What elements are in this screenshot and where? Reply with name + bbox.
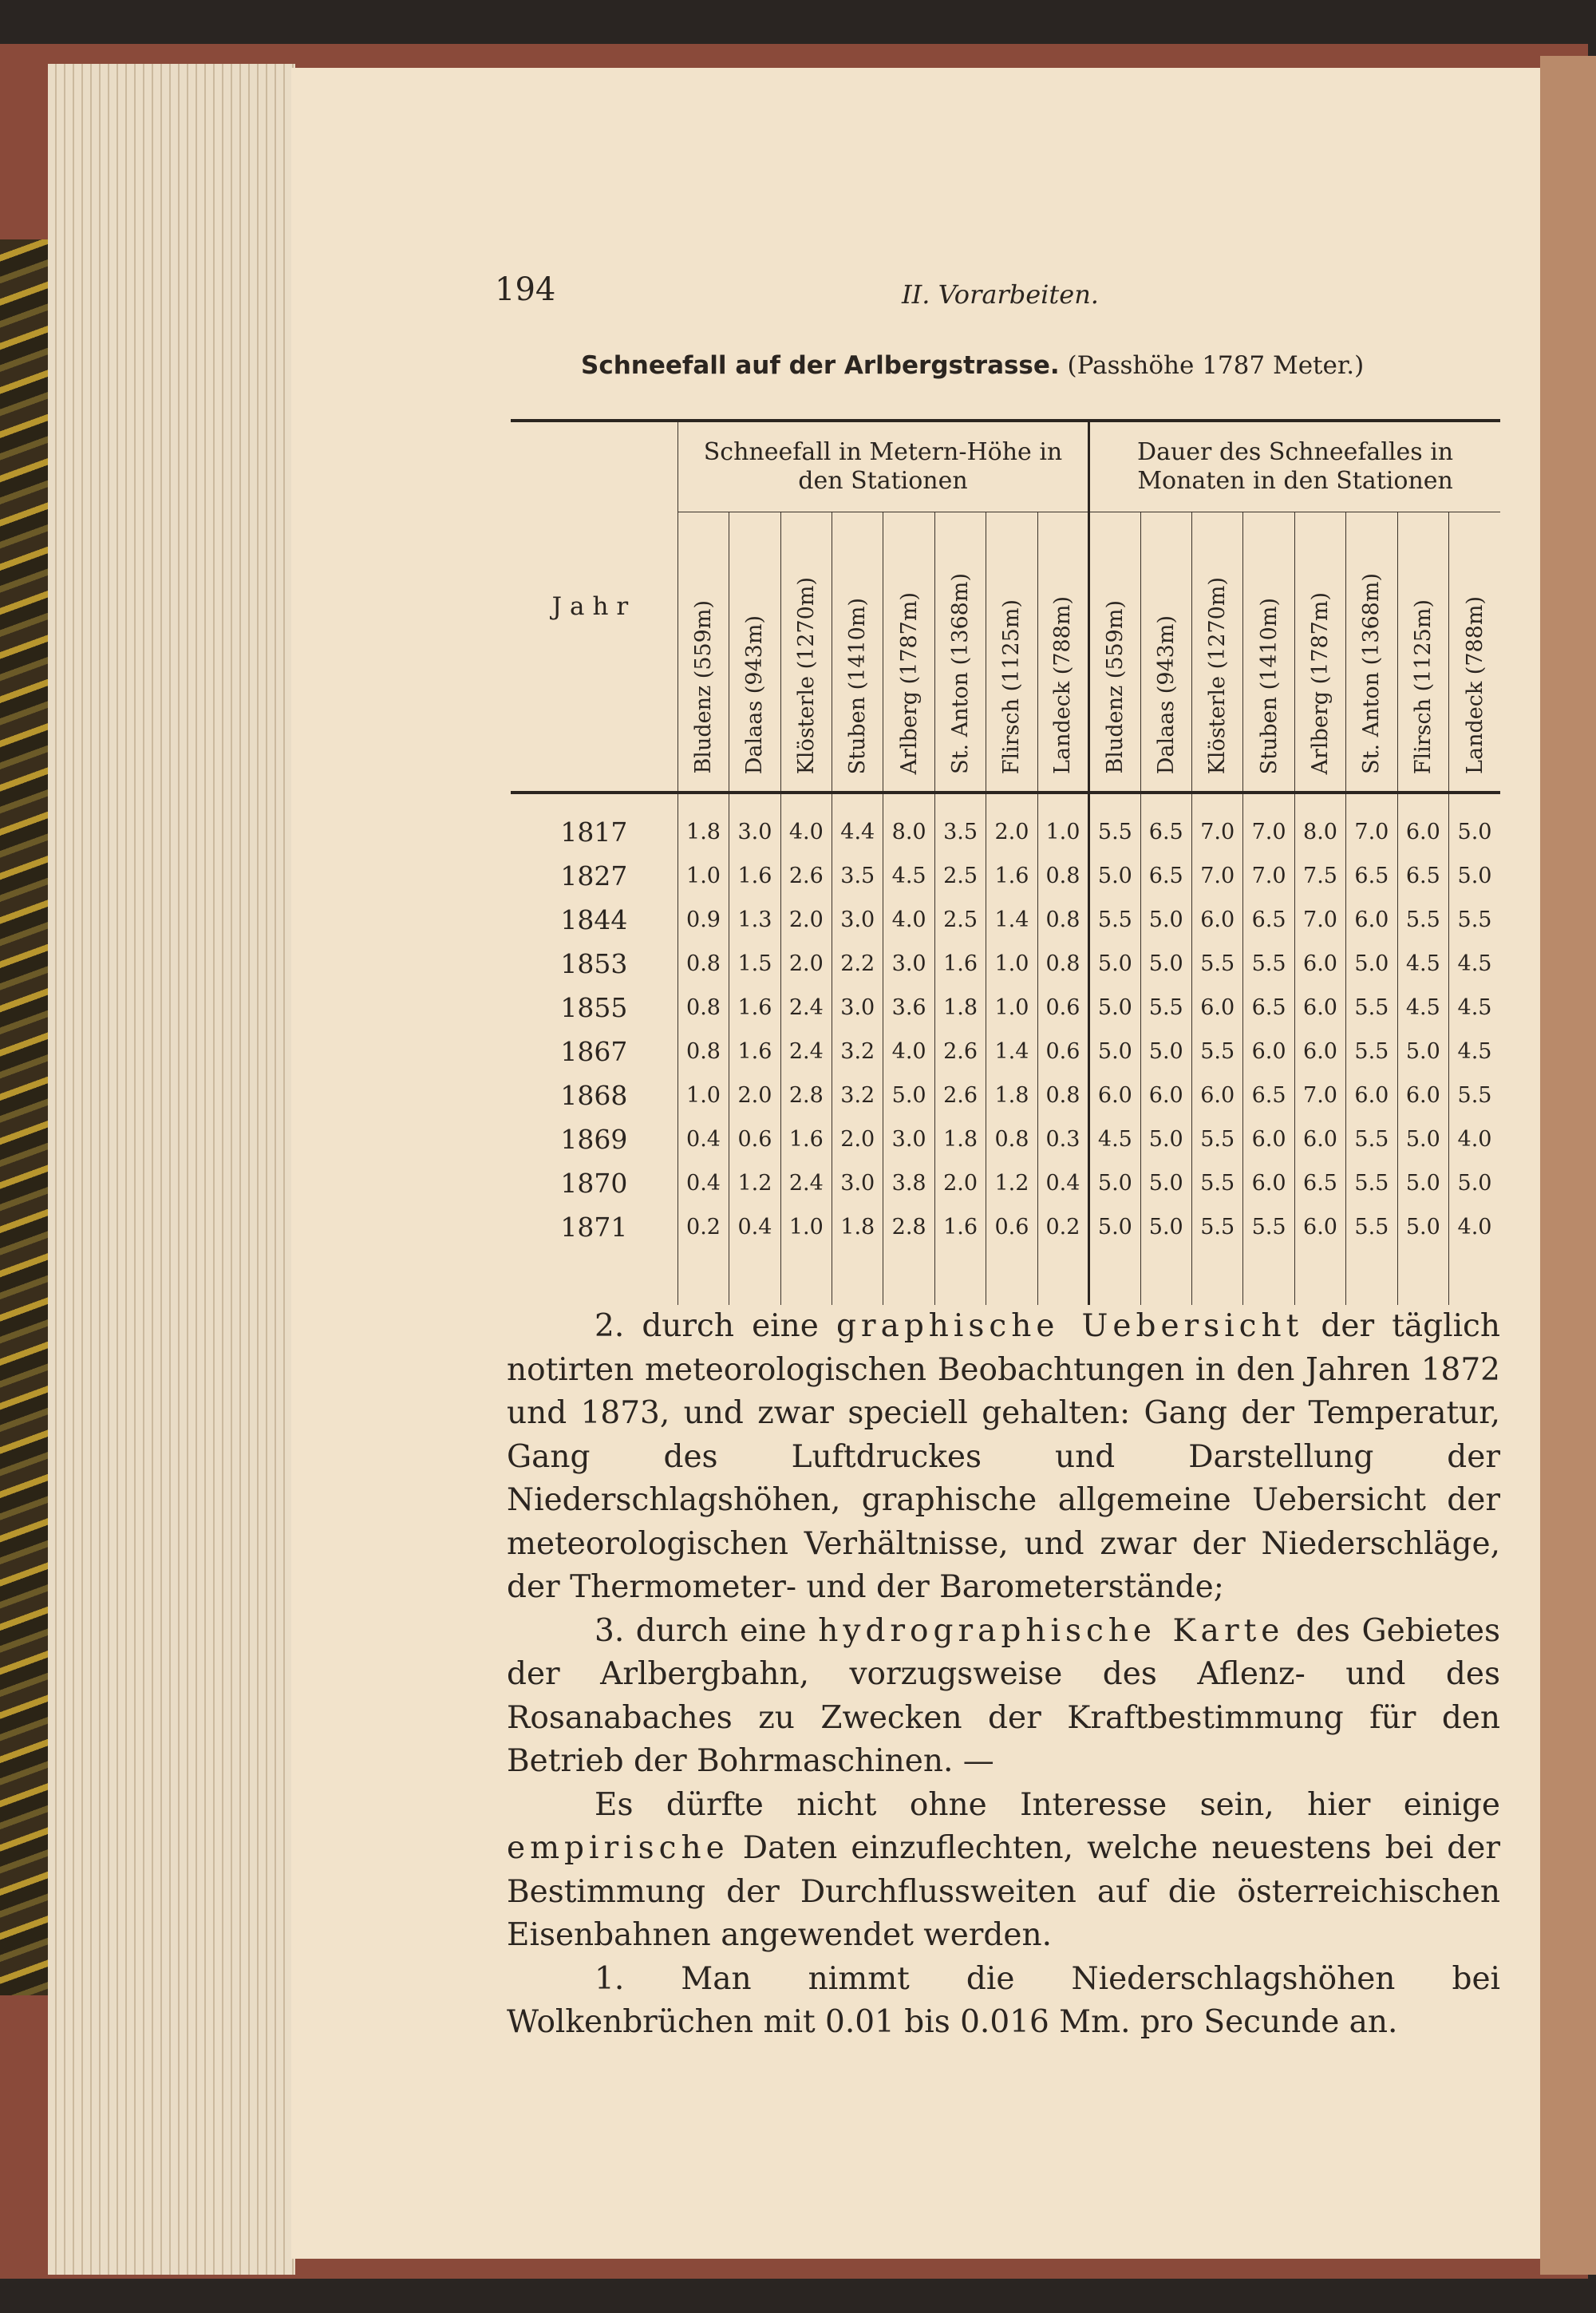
table-title: [581, 351, 1459, 380]
snow-height-cell: 5.0: [883, 1073, 934, 1117]
snow-height-cell: 1.8: [934, 986, 986, 1030]
snow-height-cell: 0.6: [729, 1117, 780, 1161]
station-header: Flirsch (1125m): [1397, 512, 1448, 793]
table-row: [511, 1073, 1500, 1117]
station-header: Dalaas (943m): [1140, 512, 1191, 793]
snow-height-cell: 3.0: [883, 942, 934, 986]
duration-cell: 5.0: [1449, 793, 1500, 854]
station-header: Bludenz (559m): [678, 512, 729, 793]
station-header: Arlberg (1787m): [883, 512, 934, 793]
duration-cell: 5.0: [1089, 854, 1140, 898]
duration-cell: 6.0: [1294, 1205, 1345, 1249]
table-row: [511, 898, 1500, 942]
table-row: [511, 942, 1500, 986]
duration-cell: 7.0: [1294, 898, 1345, 942]
snow-height-cell: 2.0: [832, 1117, 883, 1161]
snow-height-cell: 1.6: [934, 1205, 986, 1249]
snow-height-cell: 1.0: [678, 1073, 729, 1117]
duration-cell: 6.5: [1243, 1073, 1294, 1117]
snow-height-cell: 1.6: [780, 1117, 832, 1161]
year-cell: 1870: [560, 1168, 628, 1199]
snow-height-cell: 0.6: [1037, 1030, 1089, 1073]
table-row: [511, 986, 1500, 1030]
snow-height-cell: 0.6: [1037, 986, 1089, 1030]
table-spacer: [511, 1249, 1500, 1305]
snow-height-cell: 1.5: [729, 942, 780, 986]
paragraph: Es dürfte nicht ohne Interesse sein, hier einige empirische Daten einzuflechten, welche neuestens bei der Bestimmung der Durchflussweiten auf die österreichischen Eisenbahnen angewendet werden.: [507, 1786, 1500, 1953]
duration-cell: 6.5: [1243, 986, 1294, 1030]
duration-cell: 5.0: [1140, 1030, 1191, 1073]
body-text: [507, 1305, 1500, 2045]
duration-cell: 4.5: [1089, 1117, 1140, 1161]
snow-height-cell: 0.8: [678, 986, 729, 1030]
snow-height-cell: 0.9: [678, 898, 729, 942]
paragraph: 3. durch eine hydrographische Karte des Gebietes der Arlbergbahn, vorzugsweise des Aflenz- und des Rosanabaches zu Zwecken der Kraftbestimmung für den Betrieb der Bohrmaschinen. —: [507, 1612, 1501, 1779]
duration-cell: 5.5: [1089, 898, 1140, 942]
duration-cell: 5.0: [1397, 1161, 1448, 1205]
snow-height-cell: 0.2: [678, 1205, 729, 1249]
year-cell: 1827: [560, 860, 628, 892]
snow-height-cell: 1.6: [934, 942, 986, 986]
snow-height-cell: 0.3: [1037, 1117, 1089, 1161]
duration-cell: 5.5: [1191, 942, 1242, 986]
station-header: Landeck (788m): [1449, 512, 1500, 793]
duration-cell: 6.0: [1089, 1073, 1140, 1117]
snow-height-cell: 4.4: [832, 793, 883, 854]
snow-height-cell: 0.8: [1037, 942, 1089, 986]
snow-height-cell: 2.5: [934, 854, 986, 898]
snow-height-cell: 2.6: [934, 1073, 986, 1117]
snow-height-cell: 0.8: [1037, 1073, 1089, 1117]
snow-height-cell: 0.8: [986, 1117, 1037, 1161]
snow-height-cell: 2.0: [729, 1073, 780, 1117]
year-cell: 1844: [560, 904, 628, 935]
snow-height-cell: 2.6: [780, 854, 832, 898]
snow-height-cell: 0.4: [729, 1205, 780, 1249]
duration-cell: 6.0: [1294, 1030, 1345, 1073]
page-edges: [48, 64, 295, 2275]
snow-height-cell: 2.4: [780, 986, 832, 1030]
duration-cell: 5.5: [1191, 1030, 1242, 1073]
snow-height-cell: 2.0: [986, 793, 1037, 854]
duration-cell: 6.0: [1243, 1117, 1294, 1161]
snowfall-table: [511, 419, 1500, 1305]
snow-height-cell: 2.0: [934, 1161, 986, 1205]
duration-cell: 5.0: [1089, 1030, 1140, 1073]
duration-cell: 4.5: [1449, 986, 1500, 1030]
duration-cell: 6.0: [1191, 898, 1242, 942]
title-rest: (Passhöhe 1787 Meter.): [1067, 351, 1365, 380]
snow-height-cell: 0.2: [1037, 1205, 1089, 1249]
snow-height-cell: 4.5: [883, 854, 934, 898]
duration-cell: 5.5: [1346, 986, 1397, 1030]
snow-height-cell: 1.6: [986, 854, 1037, 898]
snow-height-cell: 1.2: [986, 1161, 1037, 1205]
station-header: Klösterle (1270m): [1191, 512, 1242, 793]
year-cell: 1871: [560, 1212, 628, 1243]
page-number: 194: [495, 271, 556, 308]
duration-cell: 6.5: [1397, 854, 1448, 898]
snow-height-cell: 4.0: [780, 793, 832, 854]
duration-cell: 7.0: [1243, 793, 1294, 854]
snow-height-cell: 4.0: [883, 898, 934, 942]
snow-height-cell: 3.6: [883, 986, 934, 1030]
duration-cell: 5.0: [1089, 1205, 1140, 1249]
duration-cell: 6.5: [1243, 898, 1294, 942]
duration-cell: 5.5: [1449, 898, 1500, 942]
marbled-edge: [0, 239, 48, 1995]
table-row: [511, 1161, 1500, 1205]
duration-cell: 5.5: [1449, 1073, 1500, 1117]
duration-cell: 5.5: [1346, 1117, 1397, 1161]
snow-height-cell: 3.0: [832, 986, 883, 1030]
station-header: St. Anton (1368m): [1346, 512, 1397, 793]
snow-height-cell: 1.0: [678, 854, 729, 898]
station-header: Bludenz (559m): [1089, 512, 1140, 793]
duration-cell: 5.5: [1140, 986, 1191, 1030]
duration-cell: 7.5: [1294, 854, 1345, 898]
year-cell: 1868: [560, 1080, 628, 1111]
snow-height-cell: 3.5: [832, 854, 883, 898]
snow-height-cell: 1.8: [678, 793, 729, 854]
year-cell: 1869: [560, 1124, 628, 1155]
duration-cell: 6.0: [1243, 1161, 1294, 1205]
snow-height-cell: 3.0: [832, 898, 883, 942]
duration-cell: 6.0: [1294, 1117, 1345, 1161]
station-header: Landeck (788m): [1037, 512, 1089, 793]
snow-height-cell: 1.4: [986, 1030, 1037, 1073]
snow-height-cell: 1.8: [832, 1205, 883, 1249]
duration-cell: 4.5: [1397, 986, 1448, 1030]
duration-cell: 5.0: [1346, 942, 1397, 986]
duration-cell: 7.0: [1294, 1073, 1345, 1117]
duration-cell: 5.5: [1243, 1205, 1294, 1249]
duration-cell: 5.5: [1346, 1161, 1397, 1205]
book-cover-right: [1540, 56, 1596, 2275]
snow-height-cell: 2.0: [780, 898, 832, 942]
duration-cell: 5.5: [1191, 1205, 1242, 1249]
duration-cell: 6.5: [1140, 793, 1191, 854]
duration-cell: 7.0: [1243, 854, 1294, 898]
year-cell: 1817: [560, 816, 628, 848]
station-header: Klösterle (1270m): [780, 512, 832, 793]
duration-cell: 7.0: [1191, 854, 1242, 898]
duration-cell: 5.5: [1346, 1030, 1397, 1073]
duration-cell: 8.0: [1294, 793, 1345, 854]
year-cell: 1855: [560, 992, 628, 1023]
duration-cell: 5.0: [1449, 1161, 1500, 1205]
group-header-duration: Dauer des Schneefalles in Monaten in den Stationen: [1089, 421, 1500, 512]
duration-cell: 5.0: [1140, 1117, 1191, 1161]
duration-cell: 5.0: [1397, 1117, 1448, 1161]
duration-cell: 5.5: [1397, 898, 1448, 942]
snow-height-cell: 3.5: [934, 793, 986, 854]
snow-height-cell: 2.2: [832, 942, 883, 986]
snow-height-cell: 1.0: [986, 986, 1037, 1030]
duration-cell: 5.0: [1089, 986, 1140, 1030]
table-row: [511, 1205, 1500, 1249]
snow-height-cell: 2.5: [934, 898, 986, 942]
duration-cell: 7.0: [1191, 793, 1242, 854]
duration-cell: 6.0: [1397, 793, 1448, 854]
station-header: Stuben (1410m): [832, 512, 883, 793]
group-header-snowfall: Schneefall in Metern-Höhe in den Stationen: [678, 421, 1088, 512]
snow-height-cell: 1.6: [729, 854, 780, 898]
snow-height-cell: 1.0: [1037, 793, 1089, 854]
duration-cell: 5.0: [1140, 942, 1191, 986]
duration-cell: 6.0: [1243, 1030, 1294, 1073]
snow-height-cell: 0.6: [986, 1205, 1037, 1249]
snow-height-cell: 3.2: [832, 1073, 883, 1117]
duration-cell: 5.5: [1243, 942, 1294, 986]
duration-cell: 5.5: [1191, 1117, 1242, 1161]
snow-height-cell: 1.4: [986, 898, 1037, 942]
duration-cell: 6.0: [1397, 1073, 1448, 1117]
duration-cell: 5.0: [1140, 898, 1191, 942]
duration-cell: 5.0: [1089, 942, 1140, 986]
duration-cell: 5.5: [1089, 793, 1140, 854]
year-cell: 1853: [560, 948, 628, 979]
station-header: Stuben (1410m): [1243, 512, 1294, 793]
snow-height-cell: 2.8: [883, 1205, 934, 1249]
snow-height-cell: 1.8: [934, 1117, 986, 1161]
duration-cell: 6.5: [1294, 1161, 1345, 1205]
snow-height-cell: 2.4: [780, 1161, 832, 1205]
snow-height-cell: 2.8: [780, 1073, 832, 1117]
station-header: Dalaas (943m): [729, 512, 780, 793]
year-cell: 1867: [560, 1036, 628, 1067]
duration-cell: 6.0: [1191, 1073, 1242, 1117]
duration-cell: 5.0: [1140, 1161, 1191, 1205]
snow-height-cell: 3.8: [883, 1161, 934, 1205]
duration-cell: 6.5: [1140, 854, 1191, 898]
station-header: Flirsch (1125m): [986, 512, 1037, 793]
station-header: St. Anton (1368m): [934, 512, 986, 793]
duration-cell: 6.0: [1294, 986, 1345, 1030]
table-row: [511, 1117, 1500, 1161]
snow-height-cell: 0.4: [678, 1117, 729, 1161]
snow-height-cell: 1.3: [729, 898, 780, 942]
snow-height-cell: 1.6: [729, 1030, 780, 1073]
duration-cell: 7.0: [1346, 793, 1397, 854]
snow-height-cell: 3.0: [883, 1117, 934, 1161]
duration-cell: 4.0: [1449, 1205, 1500, 1249]
duration-cell: 4.5: [1449, 1030, 1500, 1073]
duration-cell: 5.0: [1397, 1205, 1448, 1249]
snow-height-cell: 3.2: [832, 1030, 883, 1073]
duration-cell: 5.0: [1397, 1030, 1448, 1073]
duration-cell: 6.0: [1140, 1073, 1191, 1117]
table-row: [511, 854, 1500, 898]
snow-height-cell: 4.0: [883, 1030, 934, 1073]
duration-cell: 4.5: [1397, 942, 1448, 986]
duration-cell: 5.0: [1089, 1161, 1140, 1205]
duration-cell: 6.0: [1294, 942, 1345, 986]
duration-cell: 6.0: [1346, 1073, 1397, 1117]
snow-height-cell: 2.0: [780, 942, 832, 986]
duration-cell: 6.0: [1346, 898, 1397, 942]
duration-cell: 5.5: [1191, 1161, 1242, 1205]
station-header: Arlberg (1787m): [1294, 512, 1345, 793]
paragraph: 2. durch eine graphische Uebersicht der täglich notirten meteorologischen Beobachtungen in den Jahren 1872 und 1873, und zwar speciell gehalten: Gang der Temperatur, Gang des Luftdruckes und Darstellung der Niederschlagshöhen, graphische allgemeine Uebersicht der meteorologischen Verhältnisse, und zwar der Niederschläge, der Thermometer- und der Barometerstände;: [507, 1308, 1501, 1605]
snow-height-cell: 1.8: [986, 1073, 1037, 1117]
duration-cell: 4.5: [1449, 942, 1500, 986]
snow-height-cell: 3.0: [832, 1161, 883, 1205]
table-row: [511, 1030, 1500, 1073]
snow-height-cell: 0.4: [1037, 1161, 1089, 1205]
duration-cell: 4.0: [1449, 1117, 1500, 1161]
duration-cell: 6.0: [1191, 986, 1242, 1030]
snow-height-cell: 2.4: [780, 1030, 832, 1073]
snow-height-cell: 3.0: [729, 793, 780, 854]
snow-height-cell: 0.4: [678, 1161, 729, 1205]
title-bold: Schneefall auf der Arlbergstrasse.: [581, 351, 1060, 380]
snow-height-cell: 0.8: [678, 1030, 729, 1073]
snow-height-cell: 1.0: [780, 1205, 832, 1249]
paragraph: 1. Man nimmt die Niederschlagshöhen bei Wolkenbrüchen mit 0.01 bis 0.016 Mm. pro Secunde an.: [507, 1960, 1500, 2040]
duration-cell: 5.0: [1140, 1205, 1191, 1249]
snow-height-cell: 2.6: [934, 1030, 986, 1073]
duration-cell: 5.5: [1346, 1205, 1397, 1249]
running-head: II. Vorarbeiten.: [902, 279, 1099, 310]
table-row: [511, 793, 1500, 854]
duration-cell: 5.0: [1449, 854, 1500, 898]
snow-height-cell: 1.6: [729, 986, 780, 1030]
snow-height-cell: 8.0: [883, 793, 934, 854]
snow-height-cell: 1.2: [729, 1161, 780, 1205]
snow-height-cell: 0.8: [1037, 854, 1089, 898]
year-header: Jahr: [511, 421, 678, 793]
duration-cell: 6.5: [1346, 854, 1397, 898]
snow-height-cell: 0.8: [678, 942, 729, 986]
snow-height-cell: 1.0: [986, 942, 1037, 986]
snow-height-cell: 0.8: [1037, 898, 1089, 942]
